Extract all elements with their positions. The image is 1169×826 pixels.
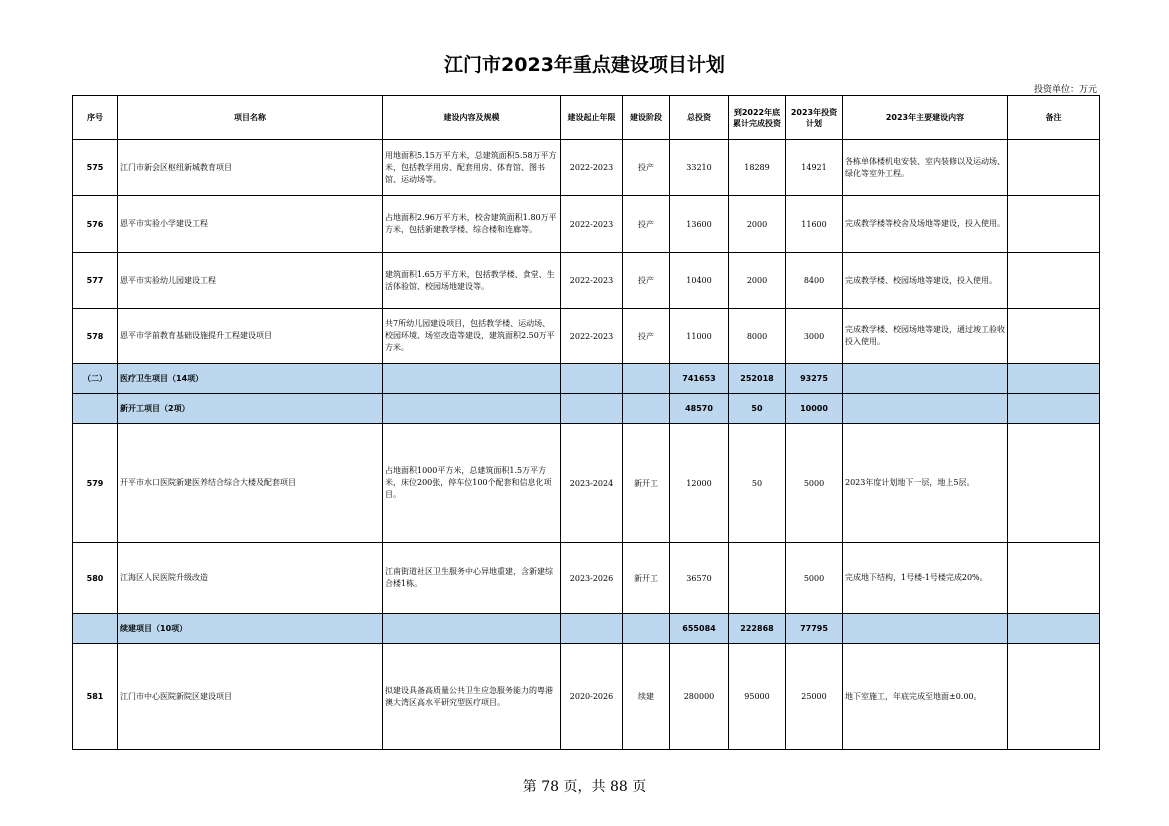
group-done: 252018 bbox=[729, 364, 786, 394]
row-stage: 投产 bbox=[623, 140, 670, 196]
row-stage: 续建 bbox=[623, 644, 670, 750]
row-name: 恩平市学前教育基础设施提升工程建设项目 bbox=[118, 309, 383, 364]
table-row bbox=[73, 644, 1100, 750]
row-no: 578 bbox=[73, 309, 118, 364]
row-years: 2022-2023 bbox=[561, 309, 623, 364]
page-title: 江门市2023年重点建设项目计划 bbox=[444, 54, 725, 76]
row-scale: 用地面积5.15万平方米，总建筑面积5.58万平方米，包括教学用房、配套用房、体育馆、图书馆、运动场等。 bbox=[383, 140, 561, 196]
row-total: 280000 bbox=[670, 644, 729, 750]
row-no: 579 bbox=[73, 424, 118, 543]
row-plan: 3000 bbox=[786, 309, 843, 364]
header-stage: 建设阶段 bbox=[623, 96, 670, 140]
row-total: 12000 bbox=[670, 424, 729, 543]
row-note bbox=[1008, 309, 1100, 364]
row-name: 开平市水口医院新建医养结合综合大楼及配套项目 bbox=[118, 424, 383, 543]
row-name: 恩平市实验幼儿园建设工程 bbox=[118, 253, 383, 309]
header-no: 序号 bbox=[73, 96, 118, 140]
group-row-new bbox=[73, 394, 1100, 424]
row-note bbox=[1008, 424, 1100, 543]
row-scale: 共7所幼儿园建设项目，包括教学楼、运动场、校园环境、场室改造等建设，建筑面积2.50万平方米。 bbox=[383, 309, 561, 364]
project-table bbox=[72, 95, 1100, 750]
row-plan: 25000 bbox=[786, 644, 843, 750]
row-content: 地下室施工，年底完成至地面±0.00。 bbox=[843, 644, 1008, 750]
row-done: 2000 bbox=[729, 253, 786, 309]
group-row-continued bbox=[73, 614, 1100, 644]
group-name: 医疗卫生项目（14项） bbox=[118, 364, 383, 394]
row-note bbox=[1008, 543, 1100, 614]
row-scale: 江南街道社区卫生服务中心异地重建，含新建综合楼1栋。 bbox=[383, 543, 561, 614]
row-total: 13600 bbox=[670, 196, 729, 253]
group-no: （二） bbox=[73, 364, 118, 394]
row-total: 36570 bbox=[670, 543, 729, 614]
group-no bbox=[73, 394, 118, 424]
group-total: 741653 bbox=[670, 364, 729, 394]
table-row bbox=[73, 424, 1100, 543]
row-done: 50 bbox=[729, 424, 786, 543]
row-total: 11000 bbox=[670, 309, 729, 364]
group-total: 655084 bbox=[670, 614, 729, 644]
row-scale: 拟建设具备高质量公共卫生应急服务能力的粤港澳大湾区高水平研究型医疗项目。 bbox=[383, 644, 561, 750]
row-name: 恩平市实验小学建设工程 bbox=[118, 196, 383, 253]
row-no: 575 bbox=[73, 140, 118, 196]
row-years: 2023-2026 bbox=[561, 543, 623, 614]
header-done: 到2022年底累计完成投资 bbox=[729, 96, 786, 140]
row-no: 576 bbox=[73, 196, 118, 253]
row-done bbox=[729, 543, 786, 614]
group-done: 222868 bbox=[729, 614, 786, 644]
row-stage: 投产 bbox=[623, 309, 670, 364]
header-name: 项目名称 bbox=[118, 96, 383, 140]
group-name: 新开工项目（2项） bbox=[118, 394, 383, 424]
row-plan: 5000 bbox=[786, 543, 843, 614]
row-plan: 14921 bbox=[786, 140, 843, 196]
header-years: 建设起止年限 bbox=[561, 96, 623, 140]
row-done: 2000 bbox=[729, 196, 786, 253]
header-content: 2023年主要建设内容 bbox=[843, 96, 1008, 140]
row-note bbox=[1008, 253, 1100, 309]
group-plan: 77795 bbox=[786, 614, 843, 644]
row-content: 完成地下结构，1号楼-1号楼完成20%。 bbox=[843, 543, 1008, 614]
row-total: 33210 bbox=[670, 140, 729, 196]
row-plan: 11600 bbox=[786, 196, 843, 253]
row-stage: 投产 bbox=[623, 196, 670, 253]
table-row bbox=[73, 140, 1100, 196]
table-row bbox=[73, 543, 1100, 614]
row-years: 2023-2024 bbox=[561, 424, 623, 543]
group-row-medical bbox=[73, 364, 1100, 394]
page-footer: 第 78 页，共 88 页 bbox=[522, 779, 647, 795]
table-row bbox=[73, 253, 1100, 309]
row-done: 95000 bbox=[729, 644, 786, 750]
row-years: 2020-2026 bbox=[561, 644, 623, 750]
row-content: 2023年度计划地下一层，地上5层。 bbox=[843, 424, 1008, 543]
row-stage: 新开工 bbox=[623, 424, 670, 543]
row-note bbox=[1008, 140, 1100, 196]
row-name: 江门市新会区枢纽新城教育项目 bbox=[118, 140, 383, 196]
row-plan: 8400 bbox=[786, 253, 843, 309]
row-scale: 建筑面积1.65万平方米，包括教学楼、食堂、生活体验馆、校园场地建设等。 bbox=[383, 253, 561, 309]
row-name: 江海区人民医院升级改造 bbox=[118, 543, 383, 614]
row-years: 2022-2023 bbox=[561, 253, 623, 309]
header-note: 备注 bbox=[1008, 96, 1100, 140]
row-stage: 投产 bbox=[623, 253, 670, 309]
table-header-row bbox=[73, 96, 1100, 140]
row-years: 2022-2023 bbox=[561, 196, 623, 253]
row-no: 580 bbox=[73, 543, 118, 614]
group-done: 50 bbox=[729, 394, 786, 424]
header-total: 总投资 bbox=[670, 96, 729, 140]
header-scale: 建设内容及规模 bbox=[383, 96, 561, 140]
row-done: 8000 bbox=[729, 309, 786, 364]
table-row bbox=[73, 196, 1100, 253]
row-content: 完成教学楼、校园场地等建设，通过竣工验收投入使用。 bbox=[843, 309, 1008, 364]
header-plan: 2023年投资计划 bbox=[786, 96, 843, 140]
row-plan: 5000 bbox=[786, 424, 843, 543]
investment-unit: 投资单位：万元 bbox=[1033, 85, 1097, 95]
row-stage: 新开工 bbox=[623, 543, 670, 614]
row-total: 10400 bbox=[670, 253, 729, 309]
group-plan: 10000 bbox=[786, 394, 843, 424]
row-scale: 占地面积1000平方米，总建筑面积1.5万平方米，床位200张，停车位100个配套和信息化项目。 bbox=[383, 424, 561, 543]
row-content: 各栋单体楼机电安装、室内装修以及运动场、绿化等室外工程。 bbox=[843, 140, 1008, 196]
row-note bbox=[1008, 196, 1100, 253]
row-no: 581 bbox=[73, 644, 118, 750]
row-note bbox=[1008, 644, 1100, 750]
group-no bbox=[73, 614, 118, 644]
row-content: 完成教学楼、校园场地等建设，投入使用。 bbox=[843, 253, 1008, 309]
group-name: 续建项目（10项） bbox=[118, 614, 383, 644]
row-no: 577 bbox=[73, 253, 118, 309]
row-done: 18289 bbox=[729, 140, 786, 196]
row-content: 完成教学楼等校舍及场地等建设，投入使用。 bbox=[843, 196, 1008, 253]
group-plan: 93275 bbox=[786, 364, 843, 394]
table-row bbox=[73, 309, 1100, 364]
group-total: 48570 bbox=[670, 394, 729, 424]
row-name: 江门市中心医院新院区建设项目 bbox=[118, 644, 383, 750]
row-years: 2022-2023 bbox=[561, 140, 623, 196]
row-scale: 占地面积2.96万平方米，校舍建筑面积1.80万平方米，包括新建教学楼、综合楼和连廊等。 bbox=[383, 196, 561, 253]
